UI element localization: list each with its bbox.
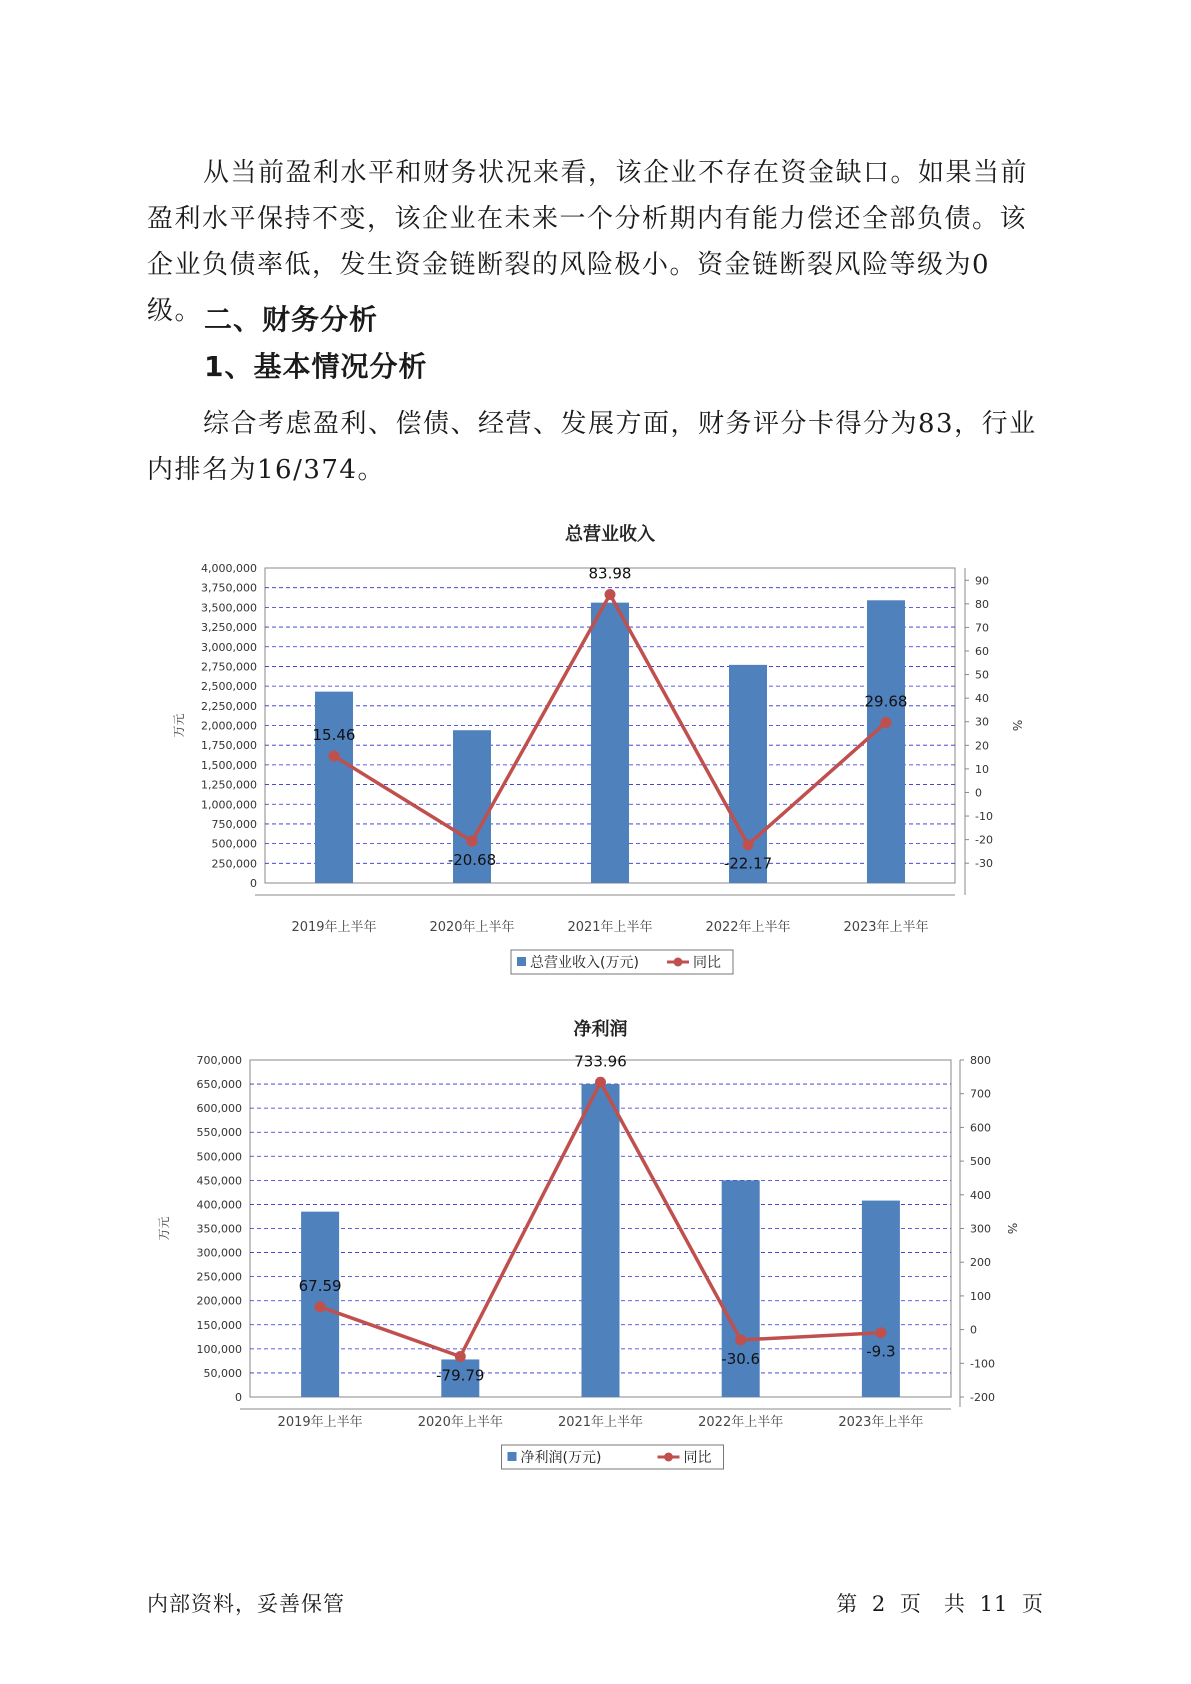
yoy-point-1 bbox=[329, 751, 340, 762]
bar-5 bbox=[867, 600, 905, 883]
legend-line-marker bbox=[674, 958, 683, 967]
yoy-point-3 bbox=[605, 589, 616, 600]
y2-tick-label: 60 bbox=[975, 644, 989, 658]
y-tick-label: 400,000 bbox=[196, 1198, 242, 1212]
chart-title: 净利润 bbox=[573, 1019, 628, 1040]
y-axis-label: 万元 bbox=[172, 713, 186, 738]
y2-axis-label: % bbox=[1005, 1222, 1019, 1235]
chart-title: 总营业收入 bbox=[565, 524, 655, 545]
y2-tick-label: 50 bbox=[975, 668, 989, 682]
y2-tick-label: 600 bbox=[970, 1121, 991, 1135]
x-tick-label: 2023年上半年 bbox=[843, 920, 929, 935]
y2-tick-label: 70 bbox=[975, 621, 989, 635]
y2-axis-label: % bbox=[1010, 719, 1024, 732]
yoy-point-5 bbox=[881, 717, 892, 728]
y-tick-label: 100,000 bbox=[196, 1342, 242, 1356]
y-axis-label: 万元 bbox=[157, 1216, 171, 1241]
data-label: -30.6 bbox=[721, 1349, 761, 1368]
y-tick-label: 0 bbox=[250, 877, 257, 890]
y2-tick-label: 80 bbox=[975, 597, 989, 611]
y2-tick-label: -10 bbox=[975, 810, 993, 824]
y2-tick-label: -100 bbox=[970, 1357, 995, 1371]
data-label: 733.96 bbox=[574, 1052, 627, 1071]
y2-tick-label: -200 bbox=[970, 1391, 995, 1404]
y-tick-label: 250,000 bbox=[196, 1270, 242, 1284]
yoy-point-2 bbox=[467, 836, 478, 847]
y-tick-label: 150,000 bbox=[196, 1318, 242, 1332]
y-tick-label: 1,000,000 bbox=[201, 798, 257, 812]
data-label: 83.98 bbox=[588, 564, 632, 583]
y-tick-label: 1,250,000 bbox=[201, 778, 257, 792]
x-tick-label: 2019年上半年 bbox=[277, 1415, 363, 1430]
y-tick-label: 2,000,000 bbox=[201, 719, 257, 733]
yoy-point-4 bbox=[735, 1334, 746, 1345]
y-tick-label: 0 bbox=[235, 1391, 242, 1404]
y2-tick-label: 20 bbox=[975, 739, 989, 753]
yoy-point-3 bbox=[595, 1077, 606, 1088]
y2-tick-label: 30 bbox=[975, 715, 989, 729]
data-label: -20.68 bbox=[447, 851, 497, 870]
data-label: 15.46 bbox=[312, 726, 356, 745]
y-tick-label: 2,750,000 bbox=[201, 660, 257, 674]
heading-basic-analysis: 1、基本情况分析 bbox=[204, 350, 428, 383]
y-tick-label: 200,000 bbox=[196, 1294, 242, 1308]
x-tick-label: 2021年上半年 bbox=[557, 1415, 644, 1430]
y-tick-label: 500,000 bbox=[196, 1150, 242, 1164]
bar-5 bbox=[862, 1201, 900, 1397]
x-tick-label: 2023年上半年 bbox=[838, 1415, 924, 1430]
footer-page-number: 第 2 页 共 11 页 bbox=[836, 1592, 1044, 1616]
x-tick-label: 2020年上半年 bbox=[429, 920, 515, 935]
y-tick-label: 3,500,000 bbox=[201, 601, 257, 615]
y2-tick-label: 100 bbox=[970, 1289, 991, 1303]
footer-confidential: 内部资料，妥善保管 bbox=[147, 1592, 345, 1616]
legend-line-label: 同比 bbox=[683, 1450, 712, 1466]
legend-bar-swatch bbox=[517, 957, 526, 966]
x-tick-label: 2021年上半年 bbox=[567, 920, 653, 935]
x-tick-label: 2019年上半年 bbox=[291, 920, 377, 935]
net-profit-chart bbox=[0, 995, 1191, 1475]
y2-tick-label: 800 bbox=[970, 1054, 991, 1067]
y-tick-label: 1,500,000 bbox=[201, 758, 257, 772]
legend-line-marker bbox=[664, 1453, 673, 1462]
y2-tick-label: 40 bbox=[975, 692, 989, 706]
y-tick-label: 550,000 bbox=[196, 1126, 242, 1140]
y2-tick-label: 90 bbox=[975, 574, 989, 588]
legend-bar-label: 总营业收入(万元) bbox=[530, 955, 639, 971]
yoy-point-1 bbox=[315, 1301, 326, 1312]
y-tick-label: 250,000 bbox=[211, 857, 257, 871]
paragraph-cash-gap: 从当前盈利水平和财务状况来看，该企业不存在资金缺口。如果当前盈利水平保持不变，该企业在未来一个分析期内有能力偿还全部负债。该企业负债率低，发生资金链断裂的风险极小。资金链断裂风险等级为0级。 bbox=[147, 158, 1029, 326]
data-label: -79.79 bbox=[436, 1366, 485, 1385]
y-tick-label: 50,000 bbox=[203, 1366, 242, 1380]
y2-tick-label: 400 bbox=[970, 1188, 991, 1202]
legend-bar-swatch bbox=[508, 1452, 517, 1461]
bar-3 bbox=[591, 603, 629, 883]
y-tick-label: 2,500,000 bbox=[201, 680, 257, 694]
y2-tick-label: 0 bbox=[975, 786, 982, 800]
y-tick-label: 3,750,000 bbox=[201, 581, 257, 595]
y-tick-label: 600,000 bbox=[196, 1102, 242, 1116]
y-tick-label: 3,250,000 bbox=[201, 621, 257, 635]
y2-tick-label: 10 bbox=[975, 762, 989, 776]
yoy-point-5 bbox=[875, 1327, 886, 1338]
y2-tick-label: -20 bbox=[975, 833, 993, 847]
x-tick-label: 2022年上半年 bbox=[705, 920, 791, 935]
y2-tick-label: 200 bbox=[970, 1256, 991, 1270]
y-tick-label: 4,000,000 bbox=[201, 562, 257, 575]
y-tick-label: 700,000 bbox=[196, 1054, 242, 1067]
legend-line-label: 同比 bbox=[693, 955, 721, 971]
y2-tick-label: 0 bbox=[970, 1323, 977, 1337]
legend-bar-label: 净利润(万元) bbox=[520, 1450, 602, 1466]
bar-1 bbox=[315, 692, 353, 883]
y2-tick-label: 300 bbox=[970, 1222, 991, 1236]
y-tick-label: 2,250,000 bbox=[201, 699, 257, 713]
bar-3 bbox=[582, 1084, 620, 1397]
y-tick-label: 350,000 bbox=[196, 1222, 242, 1236]
y2-tick-label: -30 bbox=[975, 857, 993, 871]
y-tick-label: 750,000 bbox=[211, 817, 257, 831]
yoy-point-4 bbox=[743, 839, 754, 850]
data-label: 29.68 bbox=[864, 692, 908, 711]
data-label: -9.3 bbox=[866, 1342, 896, 1361]
yoy-point-2 bbox=[455, 1351, 466, 1362]
x-tick-label: 2022年上半年 bbox=[698, 1415, 784, 1430]
data-label: 67.59 bbox=[298, 1276, 342, 1295]
bar-4 bbox=[729, 665, 767, 883]
y-tick-label: 500,000 bbox=[211, 837, 257, 851]
y2-tick-label: 700 bbox=[970, 1087, 991, 1101]
y-tick-label: 1,750,000 bbox=[201, 739, 257, 753]
y-tick-label: 300,000 bbox=[196, 1246, 242, 1260]
y-tick-label: 3,000,000 bbox=[201, 640, 257, 654]
y-tick-label: 450,000 bbox=[196, 1174, 242, 1188]
y-tick-label: 650,000 bbox=[196, 1078, 242, 1092]
data-label: -22.17 bbox=[723, 854, 773, 873]
heading-financial-analysis: 二、财务分析 bbox=[204, 303, 379, 336]
paragraph-scorecard: 综合考虑盈利、偿债、经营、发展方面，财务评分卡得分为83，行业内排名为16/374。 bbox=[147, 409, 1037, 485]
revenue-chart bbox=[0, 500, 1191, 980]
x-tick-label: 2020年上半年 bbox=[417, 1415, 503, 1430]
y2-tick-label: 500 bbox=[970, 1155, 991, 1169]
